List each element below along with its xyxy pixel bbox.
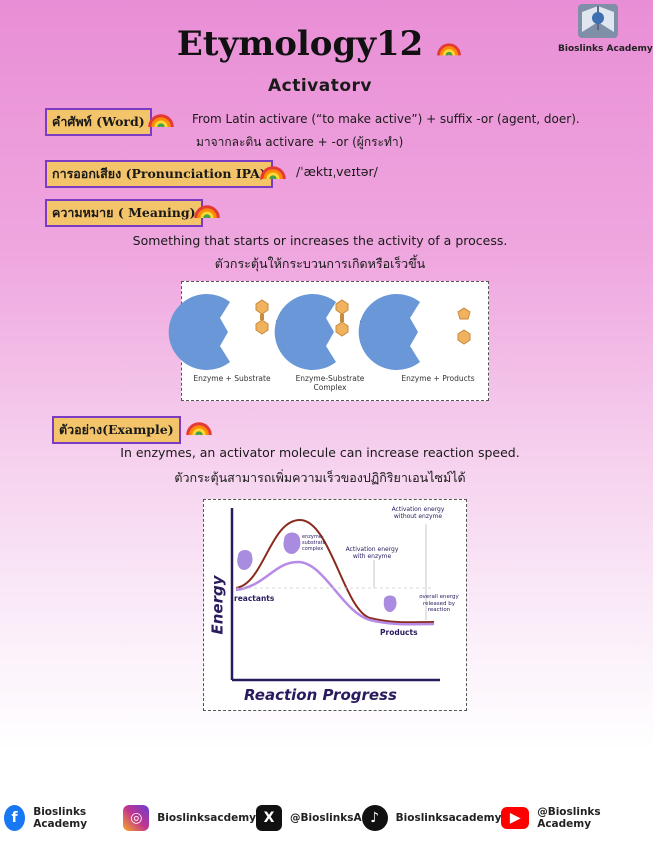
complex-label: enzyme-substrate complex [302,534,326,552]
rainbow-icon [192,195,222,221]
products-label: Products [380,628,418,637]
tiktok-icon: ♪ [362,805,388,831]
page-subtitle: Activatorv [267,76,372,96]
diagram-caption: Enzyme-Substrate Complex [295,374,365,392]
overall-energy-label: overall energy released by reaction [419,594,459,613]
diagram-caption: Enzyme + Substrate [193,374,271,383]
brand-name: Bioslinks Academy [558,44,653,54]
energy-diagram [203,499,467,711]
enzyme-shape [169,294,230,370]
rainbow-icon [146,104,176,130]
substrate-shape [256,320,268,334]
pronunciation-ipa: /ˈæktɪˌveɪtər/ [296,164,378,179]
footer-label: Bioslinksacademy [395,812,502,824]
x-axis-label: Reaction Progress [244,686,397,704]
instagram-icon: ◎ [123,805,149,831]
example-label: ตัวอย่าง(Example) [52,416,181,444]
substrate-shape [336,300,348,314]
product-shape [458,308,470,319]
rainbow-icon [258,156,288,182]
footer-bar [4,805,636,831]
facebook-icon: f [4,805,25,831]
footer-x[interactable] [256,805,362,831]
meaning-en: Something that starts or increases the activity of a process. [132,233,508,248]
footer-label: Bioslinksacdemy [157,812,257,824]
rainbow-icon [435,34,463,58]
footer-instagram[interactable] [123,805,256,831]
word-etymology-en: From Latin activare (“to make active”) + suffix -or (agent, doer). [192,112,580,126]
substrate-shape [256,300,268,314]
page-title [0,24,640,64]
pronunciation-label: การออกเสียง (Pronunciation IPA) [45,160,273,188]
enzyme-diagram [181,281,489,401]
footer-facebook[interactable] [4,805,123,831]
ea-with-label: Activation energy with enzyme [345,546,399,560]
youtube-icon: ▶ [501,807,529,829]
enzyme-icon [237,550,252,570]
word-label: คำศัพท์ (Word) [45,108,152,136]
word-etymology-th: มาจากละติน activare + -or (ผู้กระทำ) [196,135,404,149]
meaning-th: ตัวกระตุ้นให้กระบวนการเกิดหรือเร็วขึ้น [214,256,426,271]
enzyme-complex-icon [283,533,300,555]
ea-without-label: Activation energy without enzyme [391,506,445,520]
substrate-shape [336,322,348,336]
meaning-label: ความหมาย ( Meaning) [45,199,203,227]
y-axis-label: Energy [208,575,227,635]
rainbow-icon [184,412,214,438]
x-icon: X [256,805,282,831]
enzyme-icon [384,596,397,613]
footer-tiktok[interactable] [362,805,502,831]
reactants-label: reactants [234,594,275,603]
enzyme-shape [359,294,420,370]
footer-label: @Bioslinks Academy [537,806,601,830]
diagram-caption: Enzyme + Products [401,374,475,383]
example-th: ตัวกระตุ้นสามารถเพิ่มความเร็วของปฏิกิริยาเอนไซม์ได้ [174,470,466,485]
enzyme-shape [275,294,336,370]
example-en: In enzymes, an activator molecule can increase reaction speed. [120,445,520,460]
footer-youtube[interactable] [501,805,636,831]
footer-label: Bioslinks Academy [33,806,88,830]
footer-label: @BioslinksA [290,812,362,824]
product-shape [458,330,470,344]
title-text: Etymology12 [176,24,424,64]
